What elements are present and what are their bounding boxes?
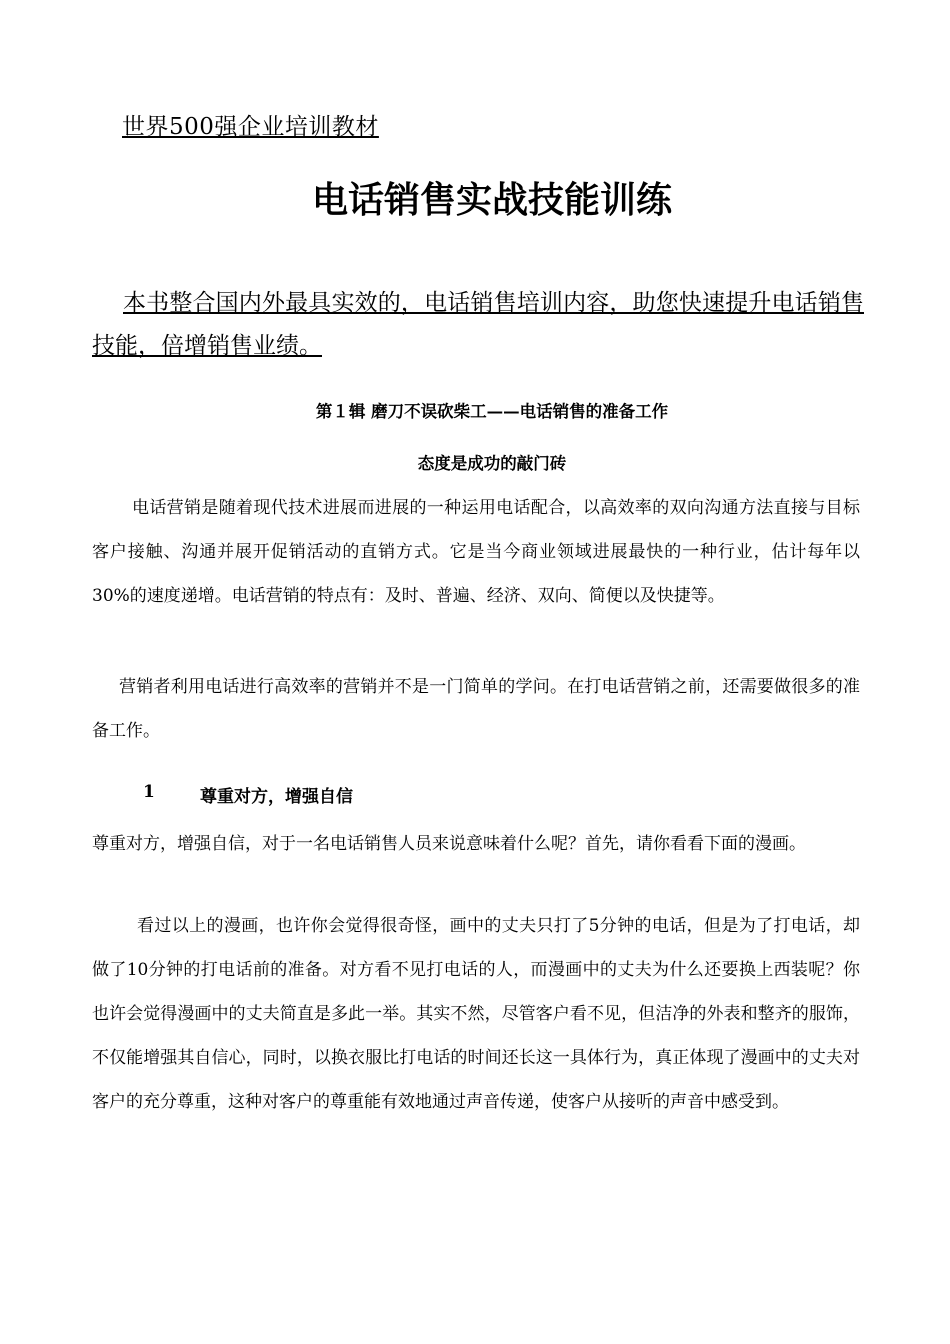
series-label: 世界500强企业培训教材	[122, 114, 379, 140]
subsection-number: 1	[143, 782, 155, 802]
body-paragraph: 营销者利用电话进行高效率的营销并不是一门简单的学问。在打电话营销之前，还需要做很多的准备工作。	[92, 677, 860, 741]
chapter-heading: 第１辑 磨刀不误砍柴工——电话销售的准备工作	[315, 402, 669, 421]
intro-paragraph: 本书整合国内外最具实效的，电话销售培训内容，助您快速提升电话销售技能，倍增销售业绩。	[92, 290, 864, 359]
section-heading: 态度是成功的敲门砖	[417, 454, 567, 473]
body-paragraph: 尊重对方，增强自信，对于一名电话销售人员来说意味着什么呢？首先，请你看看下面的漫画。	[92, 834, 806, 854]
body-paragraph: 看过以上的漫画，也许你会觉得很奇怪，画中的丈夫只打了5分钟的电话，但是为了打电话，却做了10分钟的打电话前的准备。对方看不见打电话的人，而漫画中的丈夫为什么还要换上西装呢？你也许会觉得漫画中的丈夫简直是多此一举。其实不然，尽管客户看不见，但洁净的外表和整齐的服饰，不仅能增强其自信心，同时，以换衣服比打电话的时间还长这一具体行为，真正体现了漫画中的丈夫对客户的充分尊重，这种对客户的尊重能有效地通过声音传递，使客户从接听的声音中感受到。	[92, 916, 860, 1112]
body-paragraph: 电话营销是随着现代技术进展而进展的一种运用电话配合，以高效率的双向沟通方法直接与目标客户接触、沟通并展开促销活动的直销方式。它是当今商业领域进展最快的一种行业，估计每年以30%的速度递增。电话营销的特点有：及时、普遍、经济、双向、简便以及快捷等。	[92, 498, 860, 606]
subsection-title: 尊重对方，增强自信	[200, 787, 353, 807]
page-title: 电话销售实战技能训练	[311, 180, 672, 221]
